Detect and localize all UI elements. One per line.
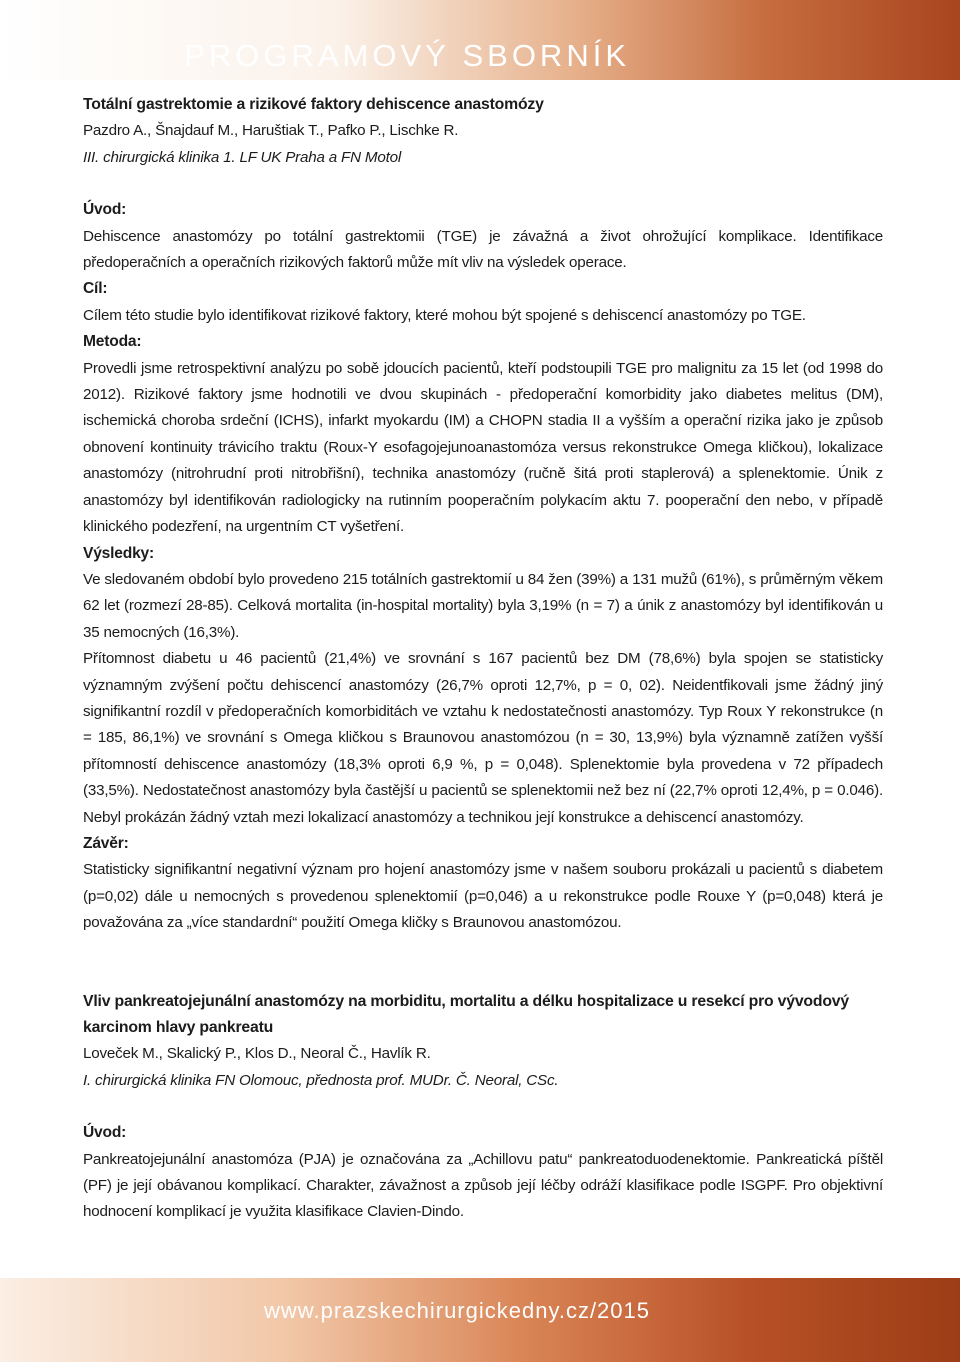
spacer bbox=[83, 171, 883, 197]
article-title: Totální gastrektomie a rizikové faktory dehiscence anastomózy bbox=[83, 96, 544, 113]
section-heading-cil: Cíl: bbox=[83, 280, 108, 298]
section-text-vysledky-2: Přítomnost diabetu u 46 pacientů (21,4%) ve srovnání s 167 pacientů bez DM (78,6%) byla spojen se statisticky významným zvýšení počtu dehiscencí anastomózy (26,7% oproti 12,7%, p = 0, 02). Neidentfikovali jsme žádný jiný signifikantní rozdíl v předoperačních komorbiditách ve vztahu k nedostatečnosti anastomózy. Typ Roux Y rekonstrukce (n = 185, 86,1%) ve srovnání s Omega kličkou s Braunovou anastomózou (n = 30, 13,9%) byla významně zatížen vyšší přítomností dehiscence anastomózy (18,3% oproti 6,9 %, p = 0,048). Splenektomie byla provedena v 72 případech (33,5%). Nedostatečnost anastomózy byla častější u pacientů se splenektomii než bez ní (22,7% oproti 12,4%, p = 0.046). Nebyl prokázán žádný vztah mezi lokalizací anastomózy a technikou její konstrukce a dehiscencí anastomózy. bbox=[83, 650, 883, 826]
spacer bbox=[83, 1094, 883, 1120]
section-text-zaver: Statisticky signifikantní negativní význam pro hojení anastomózy jsme v našem souboru prokázali u pacientů s diabetem (p=0,02) dále u nemocných s provedenou splenektomií (p=0,046) a u rekonstrukce podle Rouxe Y (p=0,048) která je považována za „více standardní“ použití Omega kličky s Braunovou anastomózou. bbox=[83, 861, 883, 932]
article-pankreas bbox=[83, 989, 883, 1226]
header-title: PROGRAMOVÝ SBORNÍK bbox=[184, 38, 630, 73]
spacer bbox=[83, 937, 883, 989]
document-body bbox=[83, 92, 883, 1226]
article-authors: Loveček M., Skalický P., Klos D., Neoral Č., Havlík R. bbox=[83, 1045, 431, 1063]
section-text-metoda: Provedli jsme retrospektivní analýzu po sobě jdoucích pacientů, kteří podstoupili TGE pro malignitu za 15 let (od 1998 do 2012). Rizikové faktory jsme hodnotili ve dvou skupinách - předoperační komorbidity jako diabetes melitus (DM), ischemická choroba srdeční (ICHS), infarkt myokardu (IM) a CHOPN stadia II a vyšším a operační rizika jako je způsob obnovení kontinuity trávicího traktu (Roux-Y esofagojejunoanastomóza versus rekonstrukce Omega kličkou), lokalizace anastomózy (nitrohrudní proti nitrobřišní), technika anastomózy (ručně šitá proti staplerová) a splenektomie. Únik z anastomózy byl identifikován radiologicky na rutinním pooperačním polykacím aktu 7. pooperační den nebo, v případě klinického podezření, na urgentním CT vyšetření. bbox=[83, 359, 883, 536]
section-text-uvod: Pankreatojejunální anastomóza (PJA) je označována za „Achillovu patu“ pankreatoduodenektomie. Pankreatická píštěl (PF) je její obávanou komplikací. Charakter, závažnost a způsob její léčby odráží klasifikace podle ISGPF. Pro objektivní hodnocení komplikací je využita klasifikace Clavien-Dindo. bbox=[83, 1150, 883, 1221]
section-heading-uvod: Úvod: bbox=[83, 201, 127, 219]
section-heading-uvod: Úvod: bbox=[83, 1124, 127, 1142]
article-affiliation: III. chirurgická klinika 1. LF UK Praha a FN Motol bbox=[83, 148, 402, 166]
section-text-vysledky-1: Ve sledovaném období bylo provedeno 215 totálních gastrektomií u 84 žen (39%) a 131 mužů (61%), s průměrným věkem 62 let (rozmezí 28-85). Celková mortalita (in-hospital mortality) byla 3,19% (n = 7) a únik z anastomózy byl identifikován u 35 nemocných (16,3%). bbox=[83, 570, 883, 641]
article-authors: Pazdro A., Šnajdauf M., Haruštiak T., Pafko P., Lischke R. bbox=[83, 122, 459, 140]
footer-url: www.prazskechirurgickedny.cz/2015 bbox=[264, 1298, 650, 1323]
section-heading-metoda: Metoda: bbox=[83, 333, 142, 351]
section-text-cil: Cílem této studie bylo identifikovat rizikové faktory, které mohou být spojené s dehiscencí anastomózy po TGE. bbox=[83, 306, 806, 324]
section-heading-zaver: Závěr: bbox=[83, 834, 129, 852]
article-affiliation: I. chirurgická klinika FN Olomouc, přednosta prof. MUDr. Č. Neoral, CSc. bbox=[83, 1071, 559, 1089]
section-heading-vysledky: Výsledky: bbox=[83, 544, 155, 562]
section-text-uvod: Dehiscence anastomózy po totální gastrektomii (TGE) je závažná a život ohrožující komplikace. Identifikace předoperačních a operačních rizikových faktorů může mít vliv na výsledek operace. bbox=[83, 227, 883, 272]
article-gastrektomie bbox=[83, 92, 883, 937]
article-title: Vliv pankreatojejunální anastomózy na morbiditu, mortalitu a délku hospitalizace u resekcí pro vývodový karcinom hlavy pankreatu bbox=[83, 992, 849, 1036]
